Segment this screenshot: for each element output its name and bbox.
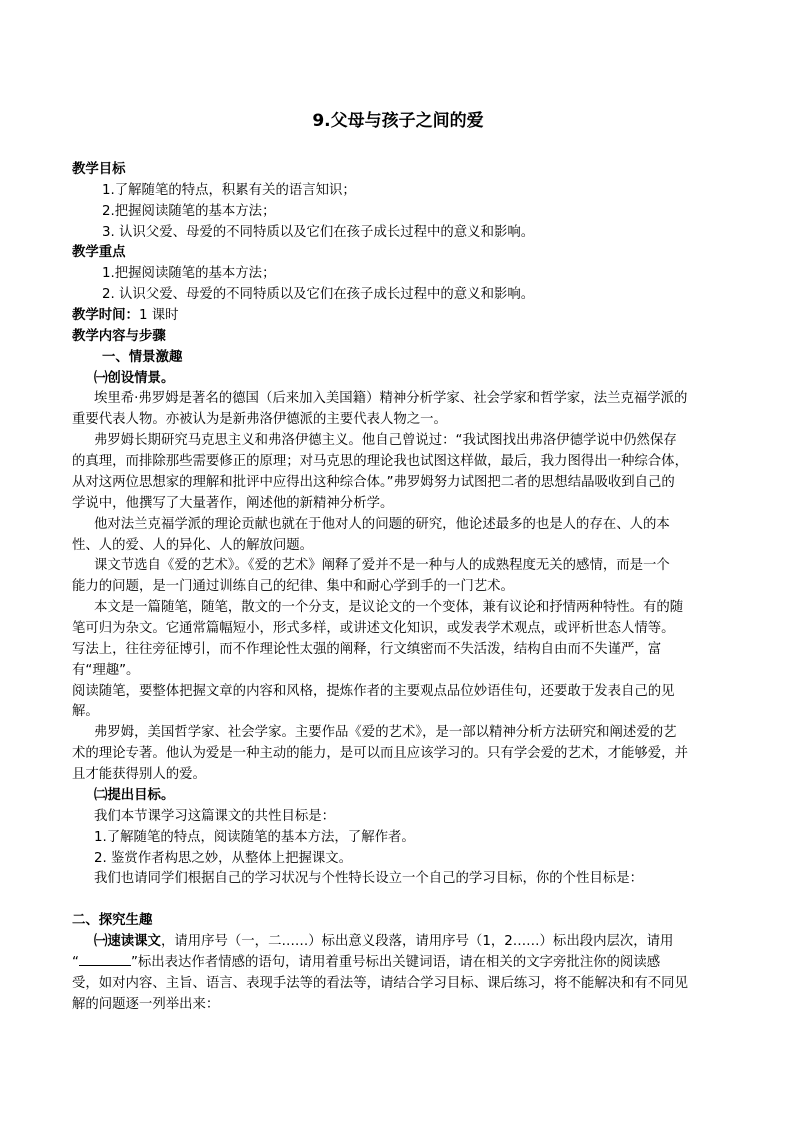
- key-heading: 教学重点: [72, 245, 126, 260]
- paragraph-line: 弗罗姆长期研究马克思主义和弗洛伊德主义。他自己曾说过：“我试图找出弗洛伊德学说中仍然保存: [94, 433, 677, 448]
- paragraph-line: [72, 953, 660, 973]
- teaching-time: [72, 306, 179, 326]
- goal-item: 3. 认识父爱、母爱的不同特质以及它们在孩子成长过程中的意义和影响。: [102, 225, 535, 240]
- personal-goal-prompt: 我们也请同学们根据自己的学习状况与个性特长设立一个自己的学习目标，你的个性目标是：: [94, 871, 644, 886]
- page-title: 9.父母与孩子之间的爱: [312, 111, 484, 131]
- paragraph-line: 术的理论专著。他认为爱是一种主动的能力，是可以而且应该学习的。只有学会爱的艺术，才能够爱，并: [72, 746, 688, 761]
- paragraph-line: 弗罗姆，美国哲学家、社会学家。主要作品《爱的艺术》，是一部以精神分析方法研究和阐述爱的艺: [94, 725, 677, 740]
- paragraph-line: 他对法兰克福学派的理论贡献也就在于他对人的问题的研究，他论述最多的也是人的存在、人的本: [94, 517, 670, 532]
- paragraph-line: 埃里希·弗罗姆是著名的德国（后来加入美国籍）精神分析学家、社会学家和哲学家，法兰克福学派的: [94, 391, 688, 406]
- goal-item: 1.了解随笔的特点，积累有关的语言知识；: [102, 183, 356, 198]
- shared-goal: 2. 鉴赏作者构思之妙，从整体上把握课文。: [94, 851, 353, 866]
- section2-heading: 二、探究生趣: [72, 913, 153, 928]
- section2-sub1: ㈠速读课文: [94, 934, 161, 949]
- paragraph-line: 受，如对内容、主旨、语言、表现手法等的看法等，请结合学习目标、课后练习，将不能解决和有不同见: [72, 976, 688, 991]
- paragraph-line: 写法上，往往旁征博引，而不作理论性太强的阐释，行文缜密而不失活泼，结构自由而不失谨严，富: [72, 642, 662, 657]
- section1-sub2: ㈡提出目标。: [94, 788, 175, 803]
- goal-intro: 我们本节课学习这篇课文的共性目标是：: [94, 809, 336, 824]
- key-item: 2. 认识父爱、母爱的不同特质以及它们在孩子成长过程中的意义和影响。: [102, 287, 535, 302]
- time-value: 1 课时: [138, 308, 179, 323]
- shared-goal: 1.了解随笔的特点，阅读随笔的基本方法，了解作者。: [94, 830, 415, 845]
- key-item: 1.把握阅读随笔的基本方法；: [102, 266, 276, 281]
- paragraph-line: 笔可归为杂文。它通常篇幅短小，形式多样，或讲述文化知识，或发表学术观点，或评析世态人情等。: [72, 621, 675, 636]
- steps-heading: 教学内容与步骤: [72, 329, 166, 344]
- paragraph-line: 课文节选自《爱的艺术》。《爱的艺术》阐释了爱并不是一种与人的成熟程度无关的感情，而是一个: [94, 558, 670, 573]
- goal-item: 2.把握阅读随笔的基本方法；: [102, 204, 276, 219]
- paragraph-line: 重要代表人物。亦被认为是新弗洛伊德派的主要代表人物之一。: [72, 412, 447, 427]
- section2-line2-text: ”标出表达作者情感的语句，请用着重号标出关键词语，请在相关的文字旁批注你的阅读感: [130, 955, 661, 970]
- paragraph-line: 的真理，而排除那些需要修正的原理；对马克思的理论我也试图这样做，最后，我力图得出一种综合体，: [72, 454, 688, 469]
- fill-blank: [79, 953, 131, 966]
- paragraph-line: [94, 932, 673, 952]
- goals-heading: 教学目标: [72, 162, 126, 177]
- section1-sub1: ㈠创设情景。: [94, 371, 175, 386]
- paragraph-line: 本文是一篇随笔，随笔，散文的一个分支，是议论文的一个变体，兼有议论和抒情两种特性。有的随: [94, 600, 684, 615]
- paragraph-line: 解的问题逐一列举出来：: [72, 997, 220, 1012]
- paragraph-line: 性、人的爱、人的异化、人的解放问题。: [72, 538, 314, 553]
- time-label: 教学时间：: [72, 308, 139, 323]
- paragraph-line: 解。: [72, 704, 99, 719]
- paragraph-line: 从对这两位思想家的理解和批评中应得出这种综合体。”弗罗姆努力试图把二者的思想结晶吸收到自己的: [72, 475, 675, 490]
- paragraph-line: 能力的问题，是一门通过训练自己的纪律、集中和耐心学到手的一门艺术。: [72, 579, 514, 594]
- section1-heading: 一、情景激趣: [102, 350, 183, 365]
- paragraph-line: 学说中，他撰写了大量著作，阐述他的新精神分析学。: [72, 496, 394, 511]
- paragraph-line: 阅读随笔，要整体把握文章的内容和风格，提炼作者的主要观点品位妙语佳句，还要敢于发表自己的见: [72, 684, 675, 699]
- quote-open: “: [72, 955, 79, 970]
- paragraph-line: 有“理趣”。: [72, 663, 140, 678]
- paragraph-line: 且才能获得别人的爱。: [72, 767, 206, 782]
- section2-line1-text: ，请用序号（一，二……）标出意义段落，请用序号（1，2……）标出段内层次，请用: [160, 934, 674, 949]
